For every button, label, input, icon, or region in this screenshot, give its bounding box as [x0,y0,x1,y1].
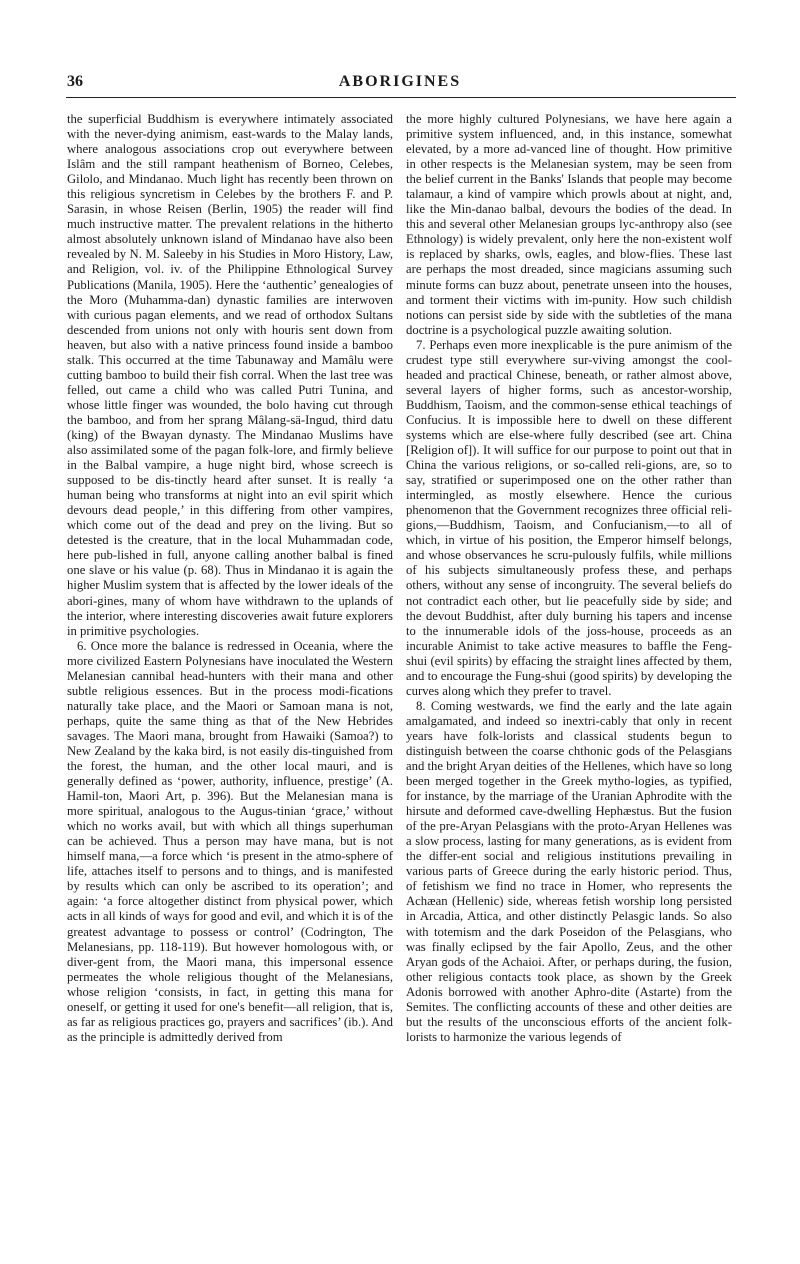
header-rule [66,97,736,98]
left-column [67,112,393,1045]
paragraph-section-7: 7. Perhaps even more inexplicable is the pure animism of the crudest type still everywhere sur-viving amongst the cool-headed and practical Chinese, beneath, or rather almost above, several layers of higher forms, such as ancestor-worship, Buddhism, Taoism, and the common-sense ethical teachings of Confucius. It is impossible here to dwell on these different systems which are else-where fully described (see art. China [Religion of]). It will suffice for our purpose to point out that in China the various religions, or so-called reli-gions, are, so to say, stratified or superimposed one on the other rather than intermingled, as mostly elsewhere. Hence the curious phenomenon that the Government recognizes three official reli-gions,—Buddhism, Taoism, and Confucianism,—to all of which, in virtue of his position, the Emperor himself belongs, and whose observances he scru-pulously fulfils, while millions of his subjects simultaneously profess these, and perhaps others, without any sense of incongruity. The several beliefs do not contradict each other, but lie peacefully side by side; and the devout Buddhist, after duly burning his tapers and incense to the innumerable idols of the joss-house, proceeds as an incurable Animist to take active measures to baffle the Feng-shui (evil spirits) by effacing the straight lines affected by them, and to encourage the Fung-shui (good spirits) by developing the curves along which they prefer to travel. [406,337,732,698]
paragraph-section-8: 8. Coming westwards, we find the early and the late again amalgamated, and indeed so inextri-cably that only in recent years have folk-lorists and classical students begun to distinguish between the coarse chthonic gods of the Pelasgians and the bright Aryan deities of the Hellenes, which have so long been merged together in the Greek mytho-logies, as typified, for instance, by the marriage of the Uranian Aphrodite with the hirsute and deformed cave-dwelling Hephæstus. But the fusion of the pre-Aryan Pelasgians with the proto-Aryan Hellenes was a slow process, lasting for many generations, as is evident from the differ-ent social and religious institutions prevailing in various parts of Greece during the early historic period. Thus, of fetishism we find no trace in Homer, who represents the Achæan (Hellenic) side, whereas fetish worship long persisted in Arcadia, Attica, and other distinctly Pelasgic lands. So also with totemism and the dark Poseidon of the Pelasgians, who was finally eclipsed by the fair Apollo, Zeus, and the other Aryan gods of the Achaioi. After, or perhaps during, the fusion, other religious contacts took place, as shown by the Greek Adonis borrowed with another Aphro-dite (Astarte) from the Semites. The conflicting accounts of these and other deities are but the results of the unconscious efforts of the ancient folk-lorists to harmonize the various legends of [406,698,732,1044]
page-number: 36 [67,73,83,90]
paragraph-section-6: 6. Once more the balance is redressed in Oceania, where the more civilized Eastern Polynesians have inoculated the Western Melanesian cannibal head-hunters with their mana and other subtle religious essences. But in the process modi-fications naturally take place, and the Maori or Samoan mana is not, perhaps, quite the same thing as that of the New Hebrides savages. The Maori mana, brought from Hawaiki (Samoa?) to New Zealand by the kaka bird, is not easily dis-tinguished from the forest, the human, and the other local mauri, and is generally defined as ‘power, authority, influence, prestige’ (A. Hamil-ton, Maori Art, p. 396). But the Melanesian mana is more spiritual, analogous to the Augus-tinian ‘grace,’ without which no works avail, but with which all things superhuman can be achieved. Thus a person may have mana, but is not himself mana,—a force which ‘is present in the atmo-sphere of life, attaches itself to persons and to things, and is manifested by results which can only be ascribed to its operation’; and again: ‘a force altogether distinct from physical power, which acts in all kinds of ways for good and evil, and which it is of the greatest advantage to possess or control’ (Codrington, The Melanesians, pp. 118-119). But however homologous with, or diver-gent from, the Maori mana, this impersonal essence permeates the whole religious thought of the Melanesians, whose religion ‘consists, in fact, in getting this mana for oneself, or getting it used for one's benefit—all religion, that is, as far as religious practices go, prayers and sacrifices’ (ib.). And as the principle is admittedly derived from [67,638,393,1044]
paragraph-buddhism-animism: the superficial Buddhism is everywhere intimately associated with the never-dying animism, east-wards to the Malay lands, where analogous associations crop out everywhere between Islâm and the still rampant heathenism of Borneo, Celebes, Gilolo, and Mindanao. Much light has recently been thrown on this religious syncretism in Celebes by the brothers F. and P. Sarasin, in whose Reisen (Berlin, 1905) the reader will find much instructive matter. The prevalent relations in the hitherto almost absolutely unknown island of Mindanao have also been revealed by N. M. Saleeby in his Studies in Moro History, Law, and Religion, vol. iv. of the Philippine Ethnological Survey Publications (Manila, 1905). Here the ‘authentic’ genealogies of the Moro (Muhamma-dan) dynastic families are interwoven with curious pagan elements, and we read of orthodox Sultans descended from unions not only with houris sent down from heaven, but also with a native princess found inside a bamboo stalk. This occurred at the time Tabunaway and Mamâlu were cutting bamboo to build their fish corral. When the last tree was felled, out came a child who was called Putri Tunina, and whose little finger was wounded, the bolo having cut through the bamboo, and from her sprang Mâlang-sä-Ingud, third datu (king) of the Bwayan dynasty. The Mindanao Muslims have also assimilated some of the pagan folk-lore, and firmly believe in the Balbal vampire, a huge night bird, whose screech is supposed to be dis-tinctly heard after sunset. It is really ‘a human being who transforms at night into an evil spirit which devours dead people,’ in this differing from other vampires, which come out of the dead and prey on the living. But so detested is the creature, that in the local Muhammadan code, here pub-lished in full, anyone calling another balbal is fined one slave or his value (p. 68). Thus in Mindanao it is again the higher Muslim system that is affected by the lower ideals of the abori-gines, many of whom have withdrawn to the uplands of the interior, where interesting discoveries await future explorers in primitive psychologies. [67,112,393,638]
paragraph-polynesians: the more highly cultured Polynesians, we have here again a primitive system influenced, and, in this instance, somewhat elevated, by a more ad-vanced line of thought. How primitive in other respects is the Melanesian system, may be seen from the belief current in the Banks' Islands that people may become talamaur, a kind of vampire which prowls about at night, and, like the Min-danao balbal, devours the bodies of the dead. In this and several other Melanesian groups lyc-anthropy also (see Ethnology) is widely prevalent, only here the non-existent wolf is replaced by sharks, owls, eagles, and blow-flies. These last are perhaps the most dreaded, since magicians assuming such minute forms can buzz about, penetrate unseen into the houses, and torment their victims with im-punity. How such childish notions can persist side by side with the subtleties of the mana doctrine is a psychological puzzle awaiting solution. [406,112,732,337]
right-column [406,112,732,1045]
running-title: ABORIGINES [338,73,462,90]
